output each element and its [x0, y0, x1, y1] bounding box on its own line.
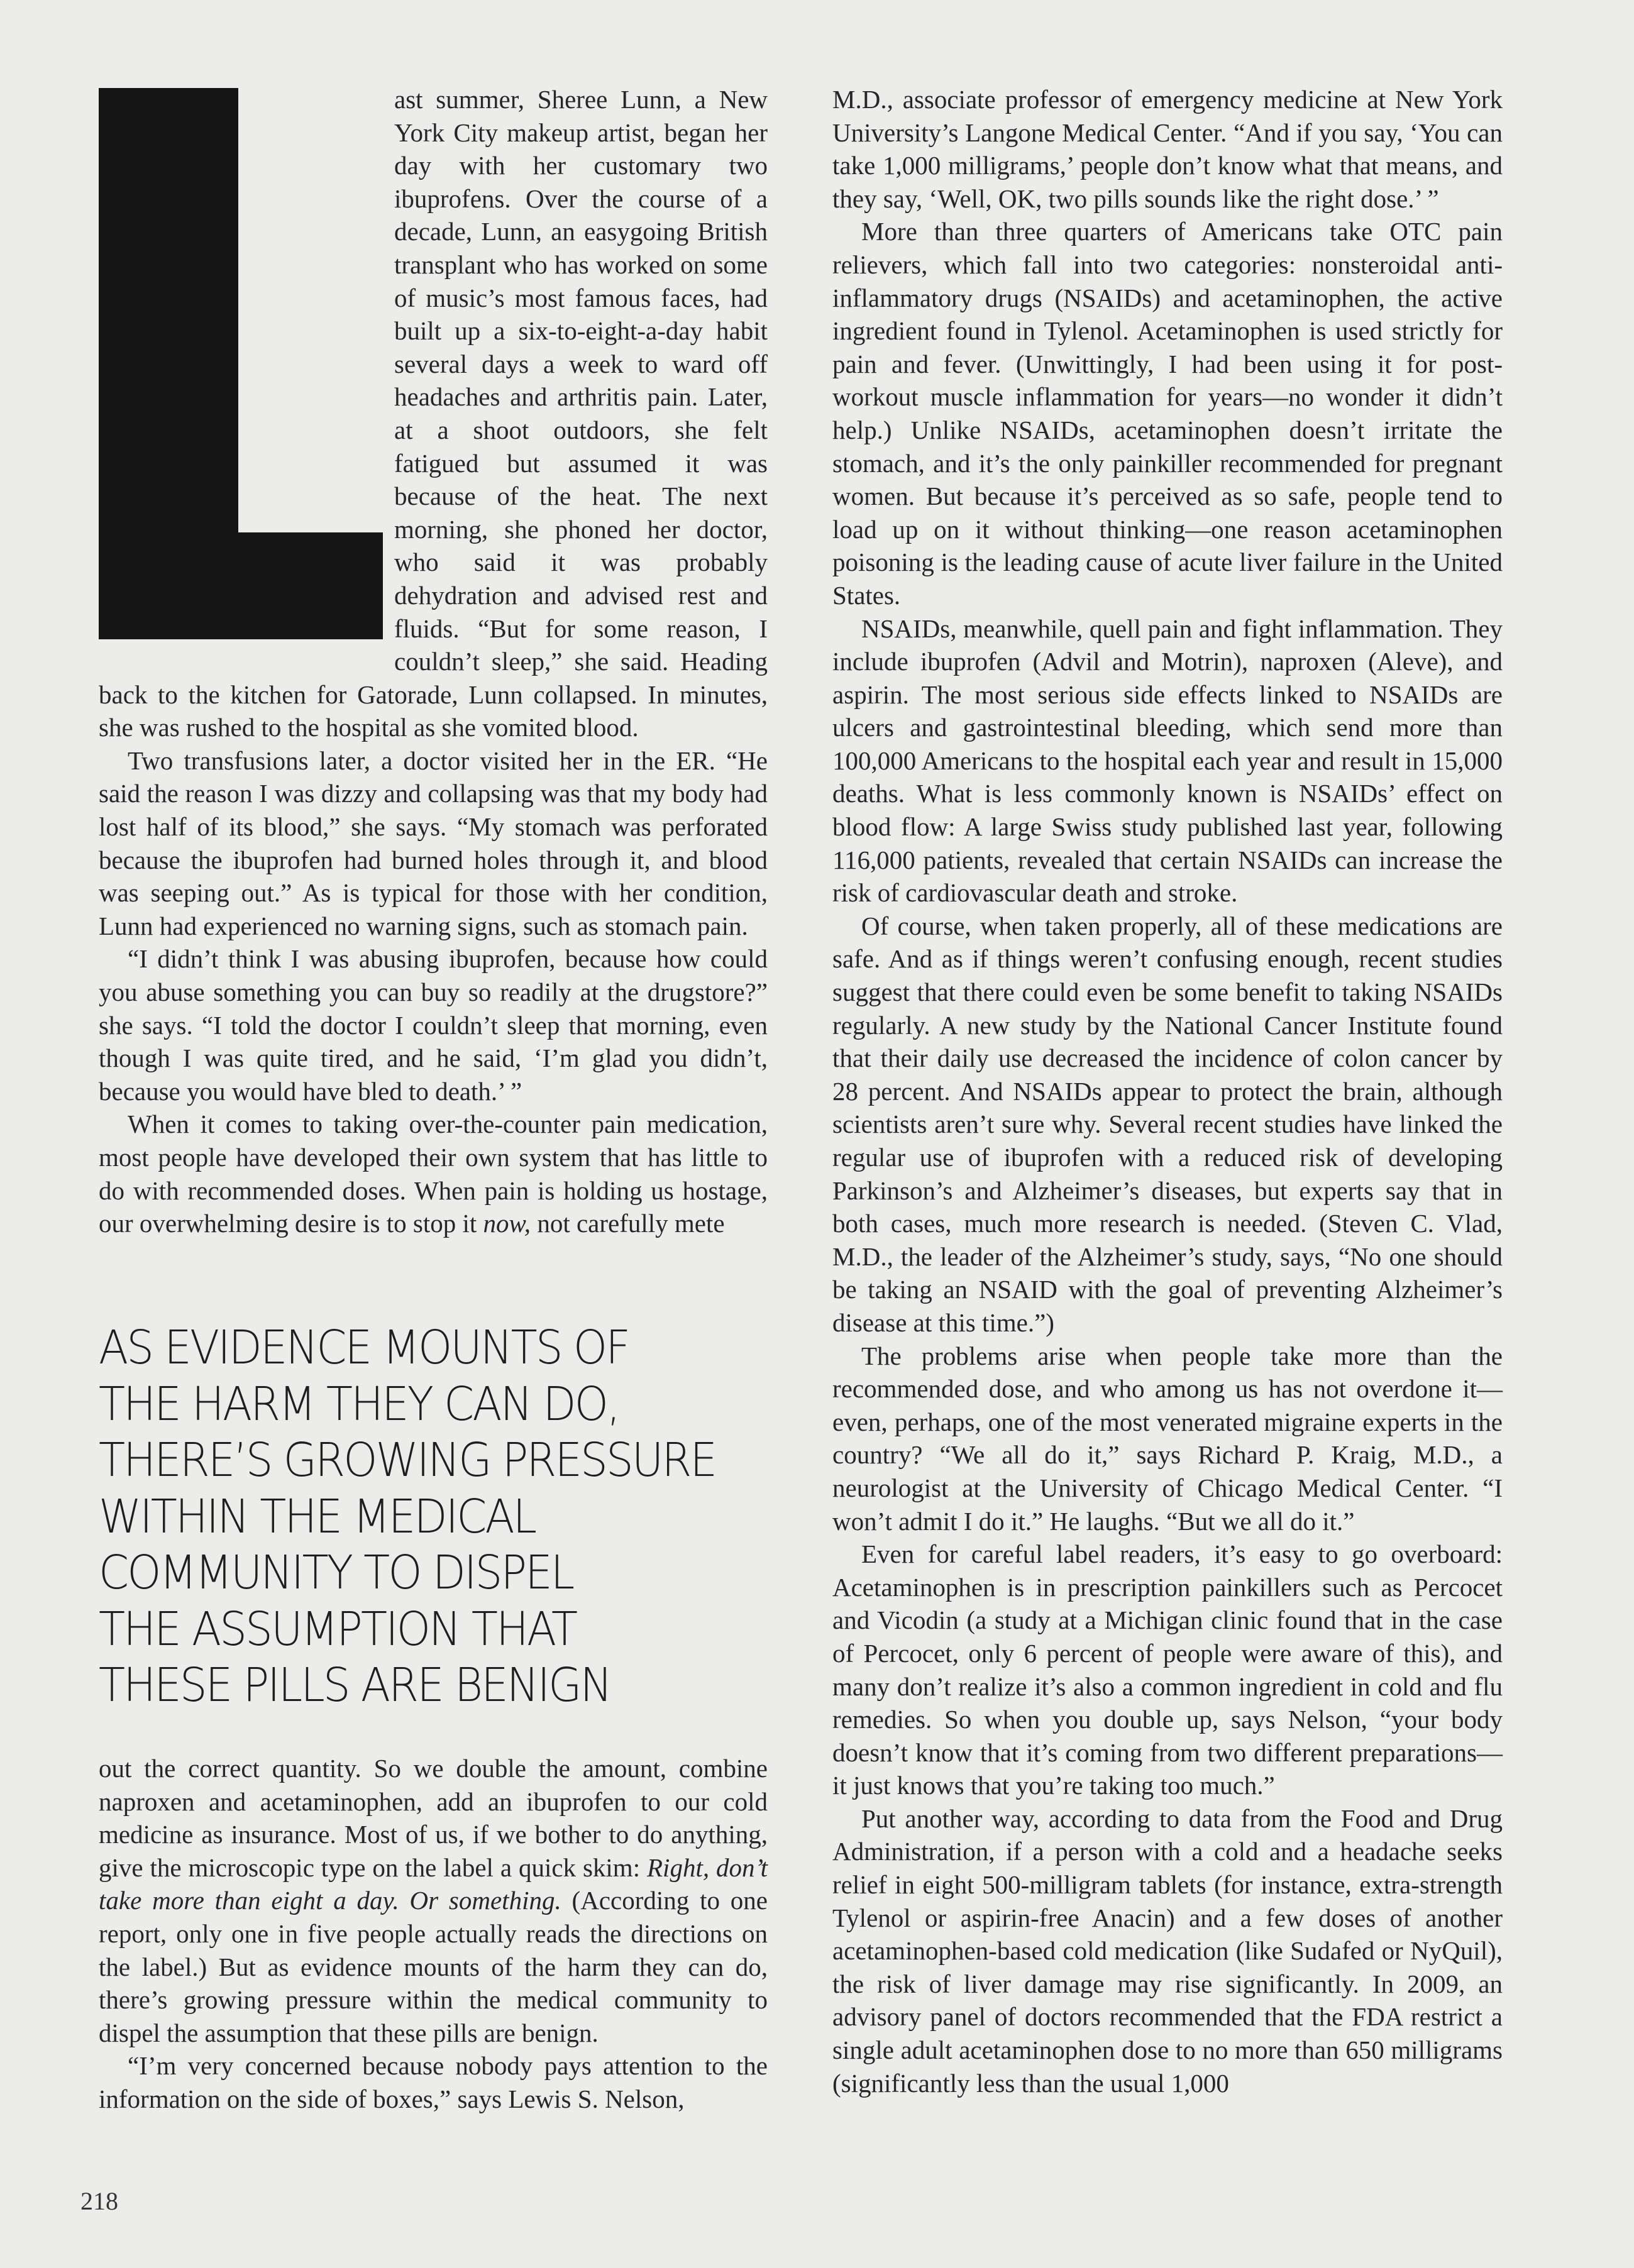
text-segment: (According to one report, only one in five people actually reads the directions on the label.) But as evidence mounts of the harm they can do, there’s growing pressure within the medical community to dispel the assumption that these pills are benign.: [99, 1886, 768, 2047]
drop-cap-foot: [99, 532, 383, 639]
pull-quote: [99, 1320, 754, 1714]
italic-text: now,: [483, 1209, 531, 1238]
paragraph: M.D., associate professor of emergency medicine at New York University’s Langone Medical Center. “And if you say, ‘You can take 1,000 milligrams,’ people don’t know what that means, and they say, ‘Well, OK, two pills sounds like the right dose.’ ”: [832, 85, 1503, 213]
paragraph: Put another way, according to data from the Food and Drug Administration, if a person with a cold and a headache seeks relief in eight 500-milligram tablets (for instance, extra-strength Tylenol or aspirin-free Anacin) and a few doses of another acetaminophen-based cold medication (like Sudafed or NyQuil), the risk of liver damage may rise significantly. In 2009, an advisory panel of doctors recommended that the FDA restrict a single adult acetaminophen dose to no more than 650 milligrams (significantly less than the usual 1,000: [832, 1803, 1503, 2098]
pull-quote-line: THE HARM THEY CAN DO,: [99, 1377, 619, 1431]
pull-quote-line: THE ASSUMPTION THAT: [99, 1602, 577, 1656]
paragraph: NSAIDs, meanwhile, quell pain and fight inflammation. They include ibuprofen (Advil and Motrin), naproxen (Aleve), and aspirin. The most serious side effects linked to NSAIDs are ulcers and gastrointestinal bleeding, which send more than 100,000 Americans to the hospital each year and result in 15,000 deaths. What is less commonly known is NSAIDs’ effect on blood flow: A large Swiss study published last year, following 116,000 patients, revealed that certain NSAIDs can increase the risk of cardiovascular death and stroke.: [832, 614, 1503, 908]
text-segment: When it comes to taking over-the-counter pain medication, most people have developed their own system that has little to do with recommended doses. When pain is holding us hostage, our overwhelming desire is to stop it: [99, 1109, 768, 1238]
pull-quote-line: THERE’S GROWING PRESSURE: [99, 1433, 716, 1487]
italic-text: Right, don’t take more than eight a day. Or something.: [99, 1852, 768, 1915]
paragraph: More than three quarters of Americans take OTC pain relievers, which fall into two categories: nonsteroidal anti-inflammatory drugs (NSAIDs) and acetaminophen, the active ingredient found in Tylenol. Acetaminophen is used strictly for pain and fever. (Unwittingly, I had been using it for post-workout muscle inflammation for years—no wonder it didn’t help.) Unlike NSAIDs, acetaminophen doesn’t irritate the stomach, and it’s the only painkiller recommended for pregnant women. But because it’s perceived as so safe, people tend to load up on it without thinking—one reason acetaminophen poisoning is the leading cause of acute liver failure in the United States.: [832, 217, 1503, 610]
drop-cap-l: [99, 83, 394, 646]
pull-quote-line: COMMUNITY TO DISPEL: [99, 1546, 573, 1600]
left-column-bottom: [99, 1752, 768, 2116]
paragraph: The problems arise when people take more than the recommended dose, and who among us has not overdone it—even, perhaps, one of the most venerated migraine experts in the country? “We all do it,” says Richard P. Kraig, M.D., a neurologist at the University of Chicago Medical Center. “I won’t admit I do it.” He laughs. “But we all do it.”: [832, 1341, 1503, 1536]
page-number: 218: [80, 2187, 118, 2215]
pull-quote-line: AS EVIDENCE MOUNTS OF: [99, 1321, 629, 1375]
pull-quote-line: THESE PILLS ARE BENIGN: [99, 1658, 611, 1712]
right-column: [832, 83, 1503, 2100]
paragraph: “I’m very concerned because nobody pays attention to the information on the side of boxes,” says Lewis S. Nelson,: [99, 2051, 768, 2113]
paragraph: “I didn’t think I was abusing ibuprofen, because how could you abuse something you can buy so readily at the drugstore?” she says. “I told the doctor I couldn’t sleep that morning, even though I was quite tired, and he said, ‘I’m glad you didn’t, because you would have bled to death.’ ”: [99, 944, 768, 1106]
text-segment: not carefully mete: [531, 1209, 725, 1238]
paragraph: Of course, when taken properly, all of these medications are safe. And as if things weren’t confusing enough, recent studies suggest that there could even be some benefit to taking NSAIDs regularly. A new study by the National Cancer Institute found that their daily use decreased the incidence of colon cancer by 28 percent. And NSAIDs appear to protect the brain, although scientists aren’t sure why. Several recent studies have linked the regular use of ibuprofen with a reduced risk of developing Parkinson’s and Alzheimer’s diseases, but experts say that in both cases, much more research is needed. (Steven C. Vlad, M.D., the leader of the Alzheimer’s study, says, “No one should be taking an NSAID with the goal of preventing Alzheimer’s disease at this time.”): [832, 911, 1503, 1337]
text-segment: out the correct quantity. So we double the amount, combine naproxen and acetaminophen, add an ibuprofen to our cold medicine as insurance. Most of us, if we bother to do anything, give the microscopic type on the label a quick skim:: [99, 1754, 768, 1882]
paragraph: Even for careful label readers, it’s easy to go overboard: Acetaminophen is in prescription painkillers such as Percocet and Vicodin (a study at a Michigan clinic found that in the case of Percocet, only 6 percent of people were aware of this), and many don’t realize it’s also a common ingredient in cold and flu remedies. So when you double up, says Nelson, “your body doesn’t know that it’s coming from two different preparations—it just knows that you’re taking too much.”: [832, 1539, 1503, 1800]
pull-quote-line: WITHIN THE MEDICAL: [99, 1489, 536, 1544]
left-column-top: [99, 83, 768, 1240]
paragraph: ast summer, Sheree Lunn, a New York City makeup artist, began her day with her customary two ibuprofens. Over the course of a decade, Lunn, an easygoing British transplant who has worked on some of music’s most famous faces, had built up a six-to-eight-a-day habit several days a week to ward off headaches and arthritis pain. Later, at a shoot outdoors, she felt fatigued but assumed it was because of the heat. The next morning, she phoned her doctor, who said it was probably dehydration and advised rest and fluids. “But for some reason, I couldn’t sleep,” she said. Heading back to the kitchen for Gatorade, Lunn collapsed. In minutes, she was rushed to the hospital as she vomited blood.: [99, 85, 768, 742]
paragraph: Two transfusions later, a doctor visited her in the ER. “He said the reason I was dizzy and collapsing was that my body had lost half of its blood,” she says. “My stomach was perforated because the ibuprofen had burned holes through it, and blood was seeping out.” As is typical for those with her condition, Lunn had experienced no warning signs, such as stomach pain.: [99, 746, 768, 940]
paragraph: [99, 1108, 768, 1240]
paragraph: [99, 1752, 768, 2049]
